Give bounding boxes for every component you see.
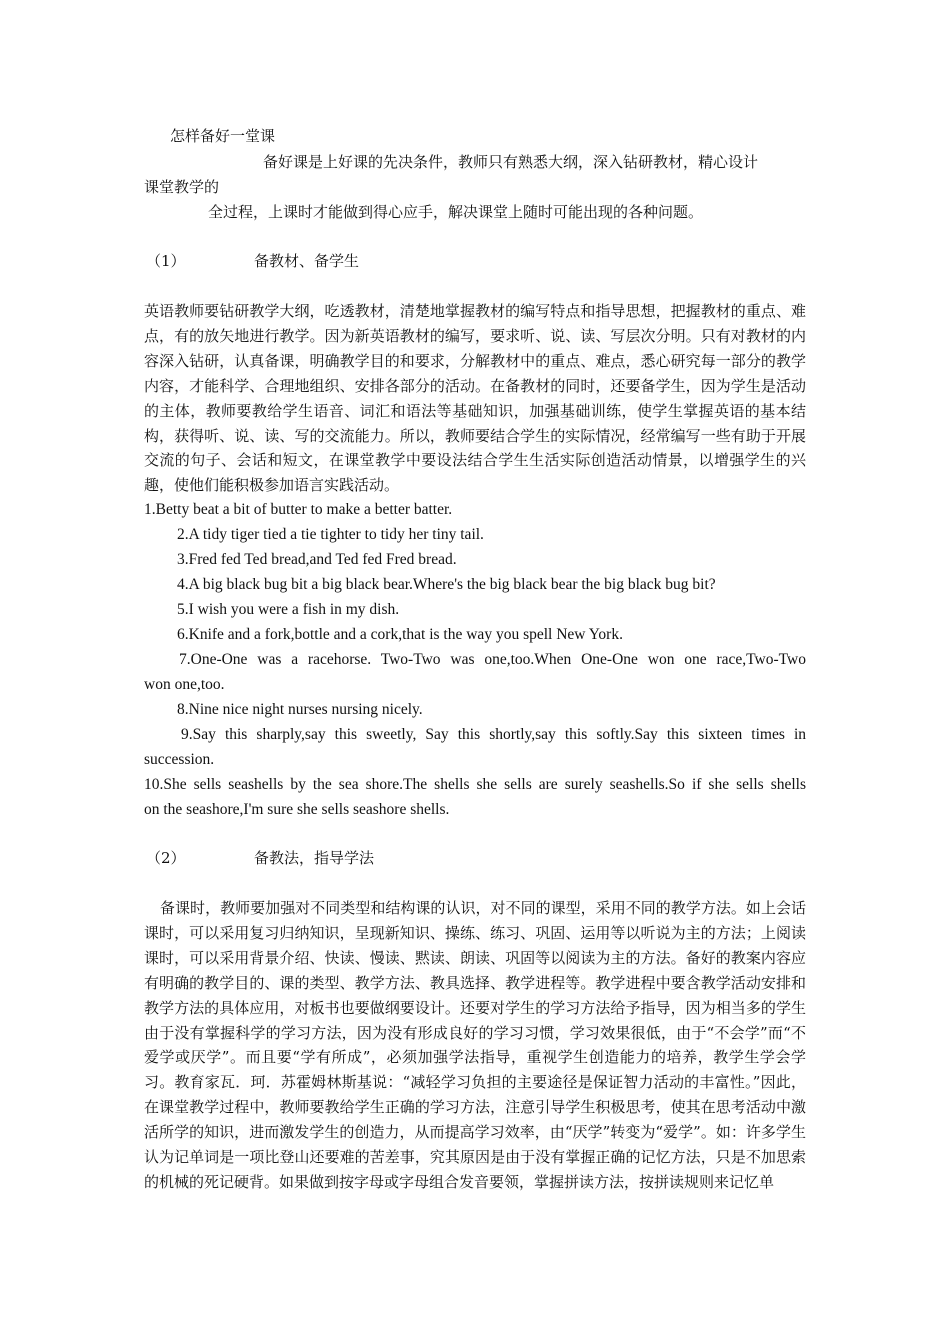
section-2-body: 备课时，教师要加强对不同类型和结构课的认识，对不同的课型，采用不同的教学方法。如上会话课时，可以采用复习归纳知识，呈现新知识、操练、练习、巩固、运用等以听说为主的方法；上阅读课时，可以采用背景介绍、快读、慢读、黙读、朗读、巩固等以阅读为主的方法。备好的教案内容应有明确的教学目的、课的类型、教学方法、教具选择、教学进程等。教学进程中要含教学活动安排和教学方法的具体应用，对板书也要做纲要设计。还要对学生的学习方法给予指导，因为相当多的学生由于没有掌握科学的学习方法，因为没有形成良好的学习习惯，学习效果很低，由于“不会学”而“不爱学或厌学”。而且要“学有所成”，必须加强学法指导，重视学生创造能力的培养，教学生学会学习。教育家瓦．珂．苏霍姆林斯基说：“减轻学习负担的主要途径是保证智力活动的丰富性。”因此，在课堂教学过程中，教师要教给学生正确的学习方法，注意引导学生积极思考，使其在思考活动中激活所学的知识，进而激发学生的创造力，从而提高学习效率，由“厌学”转变为“爱学”。如：许多学生认为记单词是一项比登山还要难的苦差事，究其原因是由于没有掌握正确的记忆方法，只是不加思索的机械的死记硬背。如果做到按字母或字母组合发音要领，掌握拼读方法，按拼读规则来记忆单 — [144, 899, 806, 1191]
intro-line-2: 课堂教学的 — [144, 178, 220, 196]
section-2-heading: 备教法，指导学法 — [254, 849, 375, 867]
section-1-body: 英语教师要钻研教学大纲，吃透教材，清楚地掌握教材的编写特点和指导思想，把握教材的重点、难点，有的放矢地进行教学。因为新英语教材的编写，要求听、说、读、写层次分明。只有对教材的内容深入钻研，认真备课，明确教学目的和要求，分解教材中的重点、难点，悉心研究每一部分的教学内容，才能科学、合理地组织、安排各部分的活动。在备教材的同时，还要备学生，因为学生是活动的主体，教师要教给学生语音、词汇和语法等基础知识，加强基础训练，使学生掌握英语的基本结构，获得听、说、读、写的交流能力。所以，教师要结合学生的实际情况，经常编写一些有助于开展交流的句子、会话和短文，在课堂教学中要设法结合学生生活实际创造活动情景，以增强学生的兴趣，使他们能积极参加语言实践活动。 — [144, 302, 806, 495]
tongue-twister-7-cont: won one,too. — [144, 676, 225, 693]
tongue-twister-8: 8.Nine nice night nurses nursing nicely. — [177, 701, 423, 718]
tongue-twister-9: 9.Say this sharply,say this sweetly, Say this shortly,say this softly.Say this sixteen times in — [181, 726, 806, 743]
section-1-heading: 备教材、备学生 — [254, 252, 360, 270]
tongue-twister-1: 1.Betty beat a bit of butter to make a better batter. — [144, 501, 453, 518]
tongue-twister-3: 3.Fred fed Ted bread,and Ted fed Fred bread. — [177, 551, 457, 568]
tongue-twister-4: 4.A big black bug bit a big black bear.Where's the big black bear the big black bug bit? — [177, 576, 716, 593]
tongue-twister-10: 10.She sells seashells by the sea shore.The shells she sells are surely seashells.So if she sells shells — [144, 776, 806, 793]
tongue-twister-5: 5.I wish you were a fish in my dish. — [177, 601, 400, 618]
intro-line-3: 全过程，上课时才能做到得心应手，解决课堂上随时可能出现的各种问题。 — [208, 203, 704, 221]
tongue-twister-2: 2.A tidy tiger tied a tie tighter to tidy her tiny tail. — [177, 526, 484, 543]
section-1-number: （1） — [146, 252, 186, 270]
section-2-number: （2） — [146, 849, 186, 867]
intro-line-1: 备好课是上好课的先决条件，教师只有熟悉大纲，深入钻研教材，精心设计 — [263, 153, 759, 171]
document-title: 怎样备好一堂课 — [170, 127, 276, 145]
tongue-twister-9-cont: succession. — [144, 751, 215, 768]
tongue-twister-10-cont: on the seashore,I'm sure she sells seashore shells. — [144, 801, 450, 818]
tongue-twister-7: 7.One-One was a racehorse. Two-Two was one,too.When One-One won one race,Two-Two — [179, 651, 806, 668]
tongue-twister-6: 6.Knife and a fork,bottle and a cork,that is the way you spell New York. — [177, 626, 623, 643]
